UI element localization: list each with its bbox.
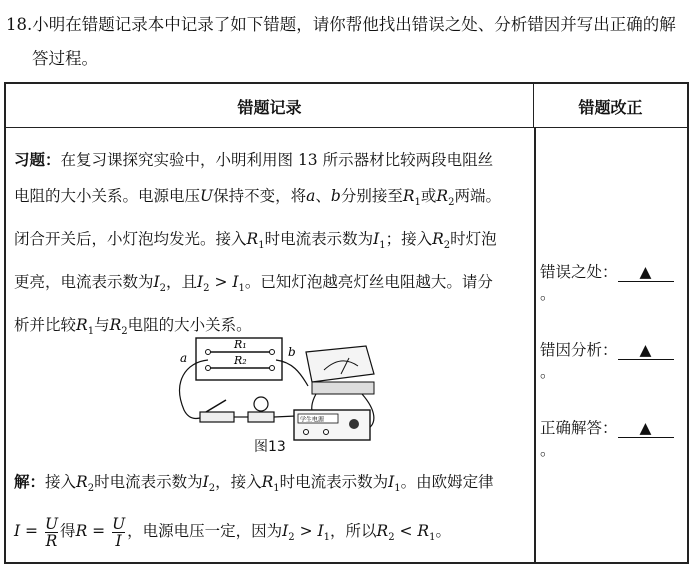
header-error-record: 错题记录 [6,84,534,128]
question-line-2: 答过程。 [32,49,98,68]
bulb-base [248,412,274,422]
header-correction: 错题改正 [578,97,643,117]
question-stem [6,8,690,76]
psu-label: 学生电源 [300,416,325,424]
question-number: 18. [6,15,33,34]
problem-text [14,142,530,350]
ammeter [306,346,374,382]
table-header [6,84,687,128]
problem-line-4: 更亮，电流表示数为$I_2$，且$I_2 > I_1$。已知灯泡越亮灯丝电阻越大。请分 [14,273,493,295]
error-cause-blank[interactable]: ▲ [618,341,674,360]
problem-line-2: 电阻的大小关系。电源电压U保持不变，将a、b分别接至$R_1$或$R_2$两端。 [14,187,501,209]
error-location-blank[interactable]: ▲ [618,263,674,282]
correct-answer-field[interactable]: 正确解答： ▲。 [540,416,687,460]
problem-line-5: 析并比较$R_1$与$R_2$电阻的大小关系。 [14,316,252,338]
problem-line-1: 在复习课探究实验中，小明利用图 13 所示器材比较两段电阻丝 [60,151,494,169]
column-divider [534,128,536,562]
solution-text [14,464,530,562]
error-location-field[interactable]: 错误之处： ▲。 [540,260,687,304]
solution-line-2: I = $\frac{U}{R}$ 得R = $\frac{U}{I}$ ，电源电压一定，因为$I_2 > I_1$，所以$R_2 < R_1$。 [14,514,451,550]
question-line-1: 小明在错题记录本中记录了如下错题，请你帮他找出错误之处、分析错因并写出正确的解 [32,15,676,34]
bulb [254,397,268,411]
figure-caption: 图13 [254,439,286,455]
fraction-u-over-i: $\frac{U}{I}$ [112,514,126,550]
label-r1: R₁ [234,338,247,351]
error-cause-field[interactable]: 错因分析： ▲。 [540,338,687,382]
label-r2: R₂ [234,354,247,367]
lead-b [276,360,308,386]
problem-line-3: 闭合开关后，小灯泡均发光。接入$R_1$时电流表示数为$I_1$；接入$R_2$时灯泡 [14,230,497,252]
label-a: a [180,351,188,365]
correct-answer-blank[interactable]: ▲ [618,419,674,438]
solution-line-1: 解：接入$R_2$时电流表示数为$I_2$，接入$R_1$时电流表示数为$I_1$。由欧姆定律 [14,473,494,495]
lead-a [180,360,208,419]
fraction-u-over-r: $\frac{U}{R}$ [44,514,59,550]
switch [200,412,234,422]
problem-lead: 习题： [14,151,61,169]
error-record-table [4,82,689,564]
label-b: b [288,345,296,359]
